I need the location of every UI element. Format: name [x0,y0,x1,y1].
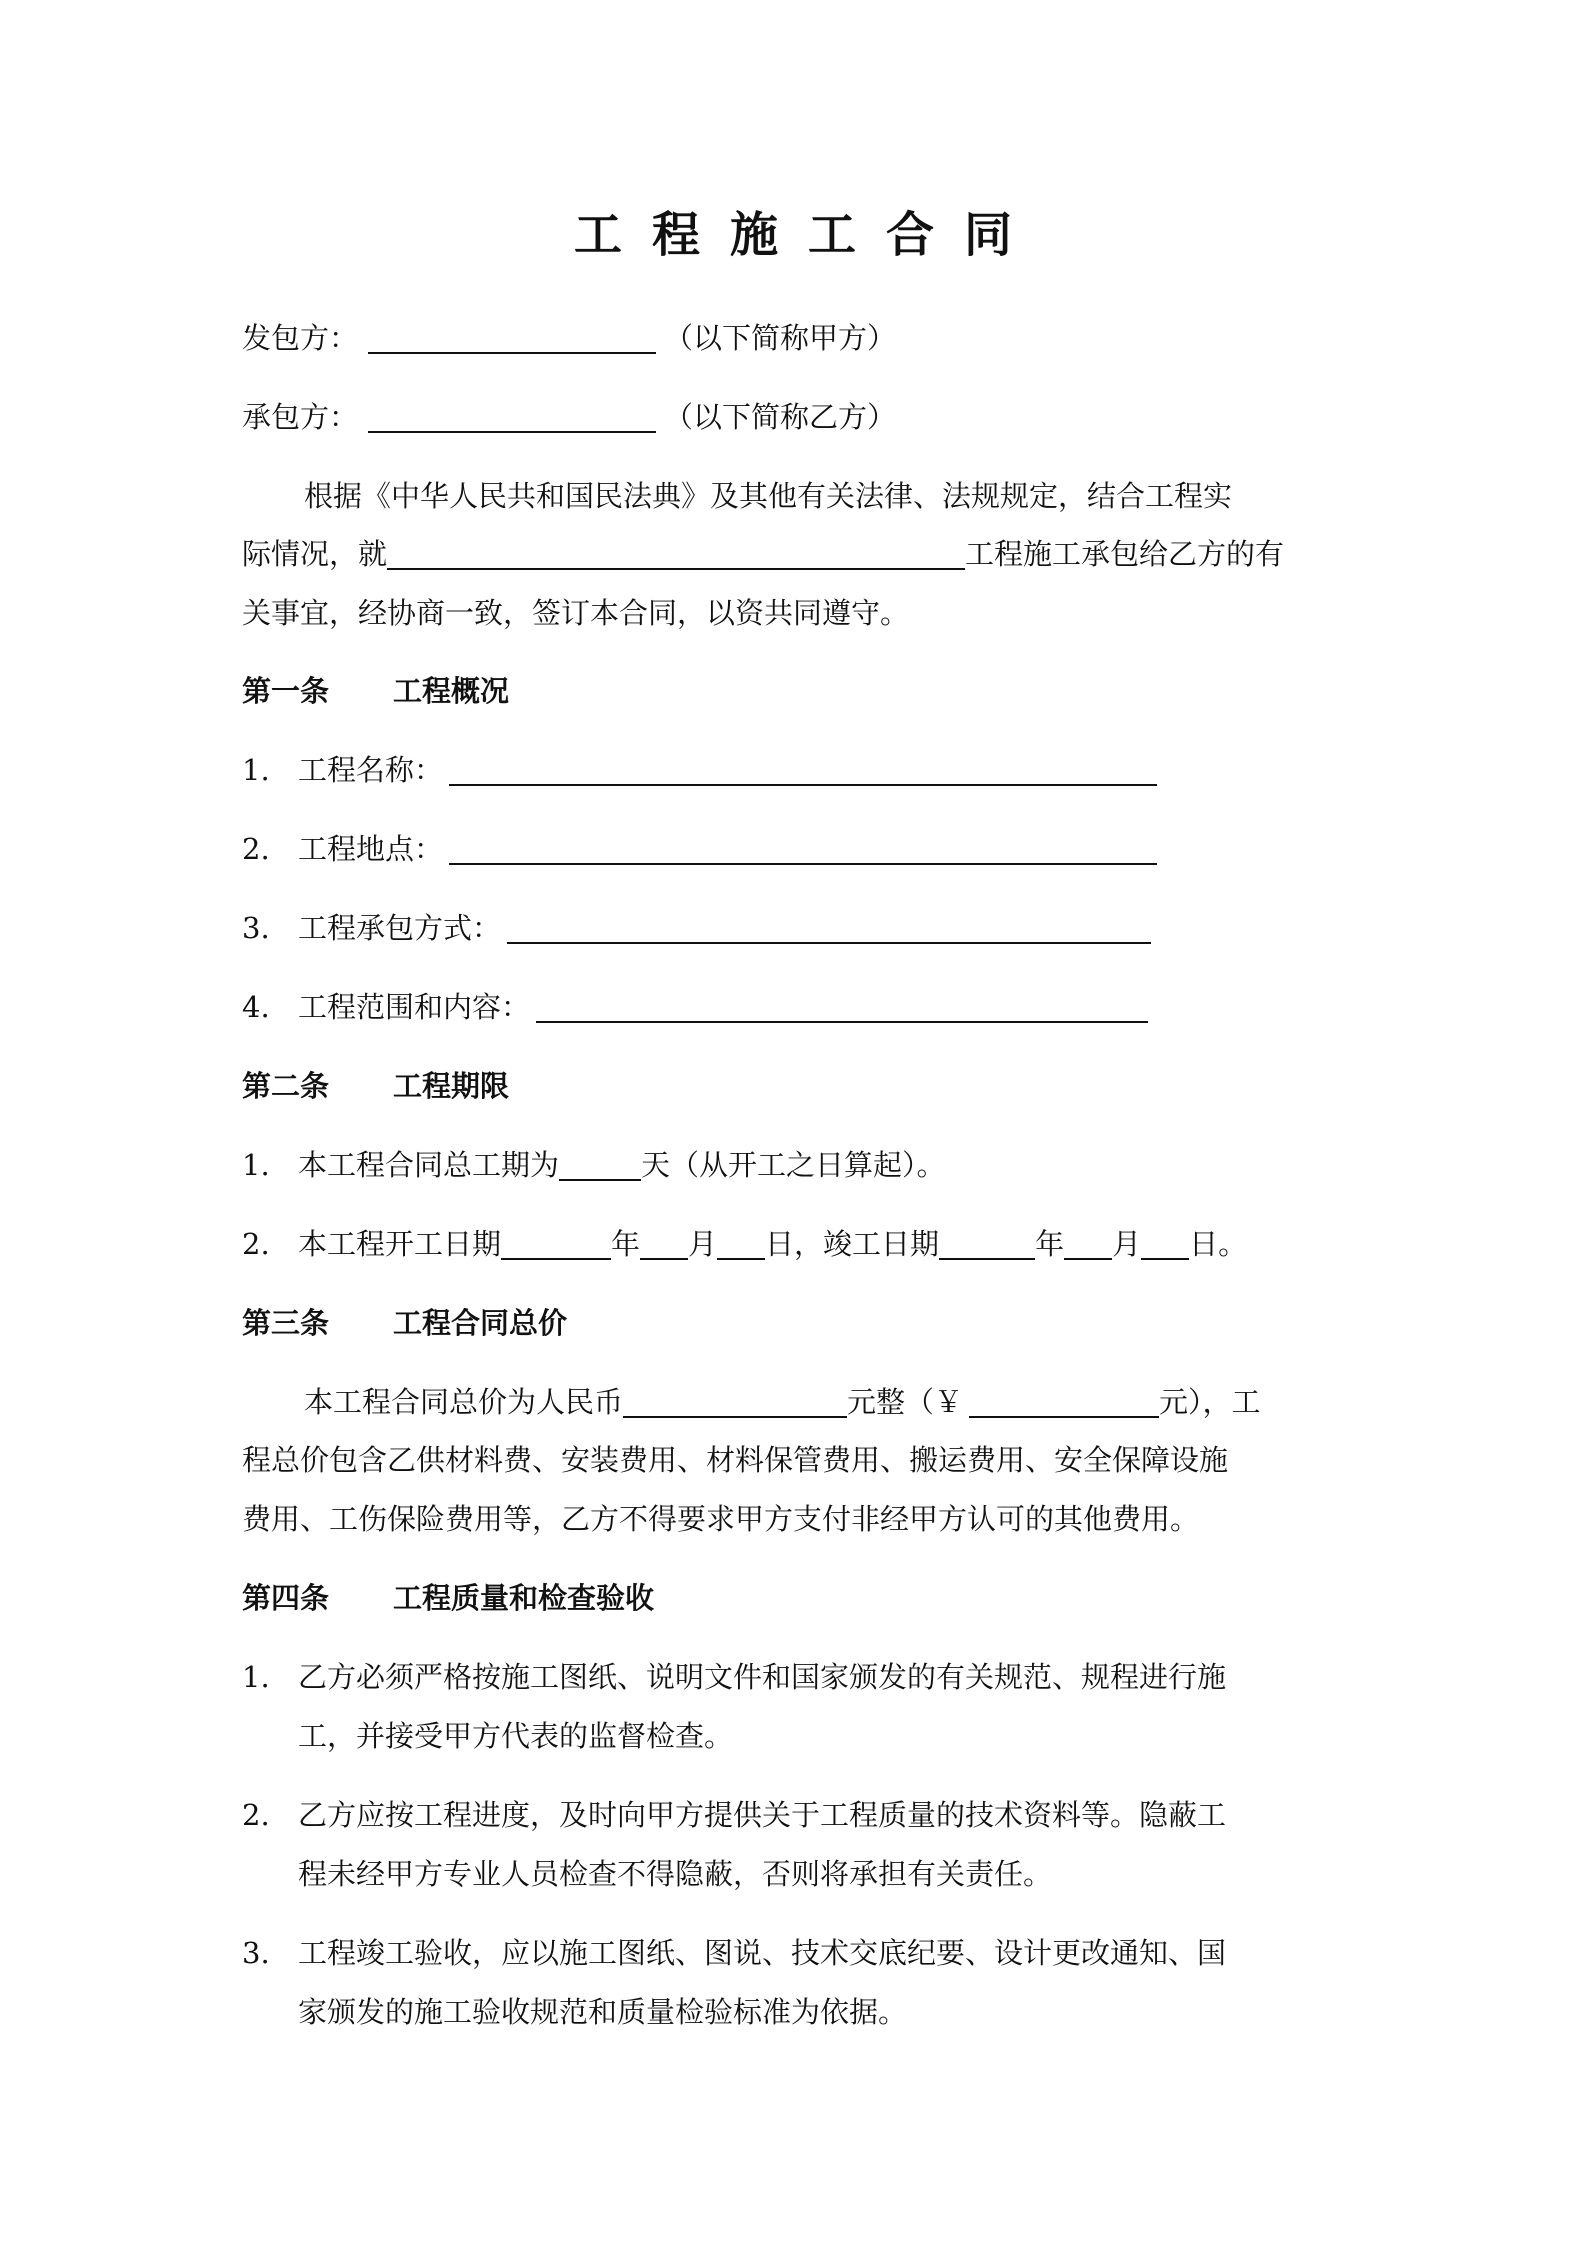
article-1-number: 第一条 [242,674,330,708]
price-text-3: 费用、工伤保险费用等，乙方不得要求甲方支付非经甲方认可的其他费用。 [242,1502,1200,1536]
article-3-line-1 [242,1382,1261,1422]
month-label-2: 月 [1112,1227,1142,1261]
article-2-item-1 [242,1145,946,1185]
item-number: 2. [242,1227,270,1261]
duration-blank [559,1145,641,1181]
article-2-heading [242,1066,509,1106]
item-label: 工程地点： [298,832,444,866]
article-2-title: 工程期限 [393,1069,510,1103]
item-number: 1. [242,1660,270,1694]
end-date-text: 日，竣工日期 [765,1227,940,1261]
employer-label: 发包方： [242,321,359,355]
document-title: 工程施工合同 [573,207,1042,263]
price-words-blank [623,1382,847,1418]
item-number: 1. [242,1148,270,1182]
item-text: 乙方必须严格按施工图纸、说明文件和国家颁发的有关规范、规程进行施 [298,1660,1227,1694]
preamble-line-2 [242,534,1284,574]
item-number: 2. [242,1798,270,1832]
article-1-item [242,750,1157,790]
article-1-item [242,829,1157,869]
article-3-heading [242,1303,567,1343]
article-2-number: 第二条 [242,1069,330,1103]
article-2-item-2 [242,1224,1247,1264]
item-label: 工程名称： [298,753,444,787]
article-3-line-2 [242,1440,1228,1480]
end-month-blank [1064,1224,1112,1260]
item-blank [449,829,1157,865]
article-4-title: 工程质量和检查验收 [393,1581,655,1615]
article-4-item-2-line-1 [242,1795,1226,1835]
article-4-item-3-line-1 [242,1933,1226,1973]
preamble-text-3: 关事宜，经协商一致，签订本合同，以资共同遵守。 [242,596,910,630]
year-label: 年 [611,1227,641,1261]
article-3-number: 第三条 [242,1306,330,1340]
article-4-item-1-line-2 [242,1716,733,1756]
item-number: 1. [242,753,270,787]
duration-text-b: 天（从开工之日算起）。 [641,1148,946,1182]
article-4-number: 第四条 [242,1581,330,1615]
item-text: 工，并接受甲方代表的监督检查。 [298,1719,734,1753]
contractor-note: （以下简称乙方） [664,400,897,434]
item-label: 工程范围和内容： [298,990,531,1024]
article-1-item [242,987,1148,1027]
price-text-2: 程总价包含乙供材料费、安装费用、材料保管费用、搬运费用、安全保障设施 [242,1443,1229,1477]
item-text: 工程竣工验收，应以施工图纸、图说、技术交底纪要、设计更改通知、国 [298,1936,1227,1970]
article-4-item-2-line-2 [242,1854,1052,1894]
item-number: 3. [242,911,270,945]
article-1-heading [242,671,509,711]
item-number: 3. [242,1936,270,1970]
duration-text-a: 本工程合同总工期为 [298,1148,560,1182]
item-number: 2. [242,832,270,866]
project-blank [387,534,965,570]
employer-note: （以下简称甲方） [664,321,897,355]
price-text-a: 本工程合同总价为人民币 [304,1385,624,1419]
preamble-text-1: 根据《中华人民共和国民法典》及其他有关法律、法规规定，结合工程实 [304,479,1233,513]
start-year-blank [501,1224,611,1260]
end-day-blank [1141,1224,1189,1260]
contractor-label: 承包方： [242,400,359,434]
preamble-text-2a: 际情况，就 [242,537,388,571]
article-4-item-3-line-2 [242,1992,907,2032]
item-text: 程未经甲方专业人员检查不得隐蔽，否则将承担有关责任。 [298,1857,1053,1891]
preamble-line-1 [242,476,1232,516]
start-date-text: 本工程开工日期 [298,1227,502,1261]
item-blank [449,750,1157,786]
contractor-blank [368,397,656,433]
end-year-blank [939,1224,1035,1260]
item-number: 4. [242,990,270,1024]
article-1-title: 工程概况 [393,674,510,708]
item-text: 家颁发的施工验收规范和质量检验标准为依据。 [298,1995,908,2029]
start-day-blank [717,1224,765,1260]
employer-line [242,318,896,358]
price-text-b: 元整（￥ [847,1385,964,1419]
article-3-title: 工程合同总价 [393,1306,568,1340]
contractor-line [242,397,896,437]
month-label: 月 [688,1227,718,1261]
start-month-blank [640,1224,688,1260]
price-text-c: 元），工 [1159,1385,1261,1419]
preamble-line-3 [242,593,909,633]
item-blank [507,908,1151,944]
item-blank [536,987,1148,1023]
item-label: 工程承包方式： [298,911,502,945]
preamble-text-2b: 工程施工承包给乙方的有 [965,537,1285,571]
article-3-line-3 [242,1499,1199,1539]
day-label-2: 日。 [1189,1227,1248,1261]
article-4-heading [242,1578,654,1618]
year-label-2: 年 [1035,1227,1065,1261]
article-1-item [242,908,1151,948]
price-figure-blank [969,1382,1159,1418]
article-4-item-1-line-1 [242,1657,1226,1697]
employer-blank [368,318,656,354]
item-text: 乙方应按工程进度，及时向甲方提供关于工程质量的技术资料等。隐蔽工 [298,1798,1227,1832]
